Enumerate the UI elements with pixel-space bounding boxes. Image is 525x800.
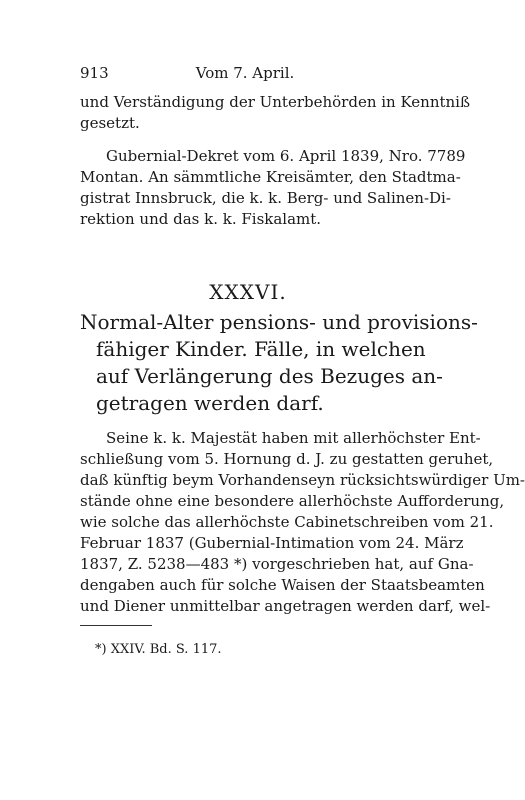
page-number: 913 — [80, 64, 109, 82]
text-line: gistrat Innsbruck, die k. k. Berg- und Salinen-Di- — [80, 189, 451, 207]
text-line: 1837, Z. 5238—483 *) vorgeschrieben hat, auf Gna- — [80, 555, 474, 573]
text-line: Februar 1837 (Gubernial-Intimation vom 24. März — [80, 534, 464, 552]
text-line: und Diener unmittelbar angetragen werden darf, wel- — [80, 597, 491, 615]
text-line: rektion und das k. k. Fiskalamt. — [80, 210, 322, 228]
running-head: Vom 7. April. — [195, 64, 295, 82]
text-line: daß künftig beym Vorhandenseyn rücksichtswürdiger Um- — [80, 471, 525, 489]
footnote-rule — [80, 625, 152, 626]
title-line: fähiger Kinder. Fälle, in welchen — [96, 337, 426, 361]
text-line: dengaben auch für solche Waisen der Staatsbeamten — [80, 576, 485, 594]
title-line: getragen werden darf. — [96, 391, 324, 415]
title-line: auf Verlängerung des Bezuges an- — [96, 364, 443, 388]
footnote: *) XXIV. Bd. S. 117. — [95, 642, 222, 657]
text-line: schließung vom 5. Hornung d. J. zu gestatten geruhet, — [80, 450, 494, 468]
text-line: und Verständigung der Unterbehörden in Kenntniß — [80, 93, 470, 111]
text-line: Gubernial-Dekret vom 6. April 1839, Nro. 7789 — [106, 147, 466, 165]
text-line: wie solche das allerhöchste Cabinetschreiben vom 21. — [80, 513, 494, 531]
text-line: Seine k. k. Majestät haben mit allerhöchster Ent- — [106, 429, 481, 447]
text-line: stände ohne eine besondere allerhöchste Aufforderung, — [80, 492, 505, 510]
section-number: XXXVI. — [209, 280, 287, 304]
title-line: Normal-Alter pensions- und provisions- — [80, 310, 478, 334]
text-line: gesetzt. — [80, 114, 140, 132]
text-line: Montan. An sämmtliche Kreisämter, den Stadtma- — [80, 168, 461, 186]
